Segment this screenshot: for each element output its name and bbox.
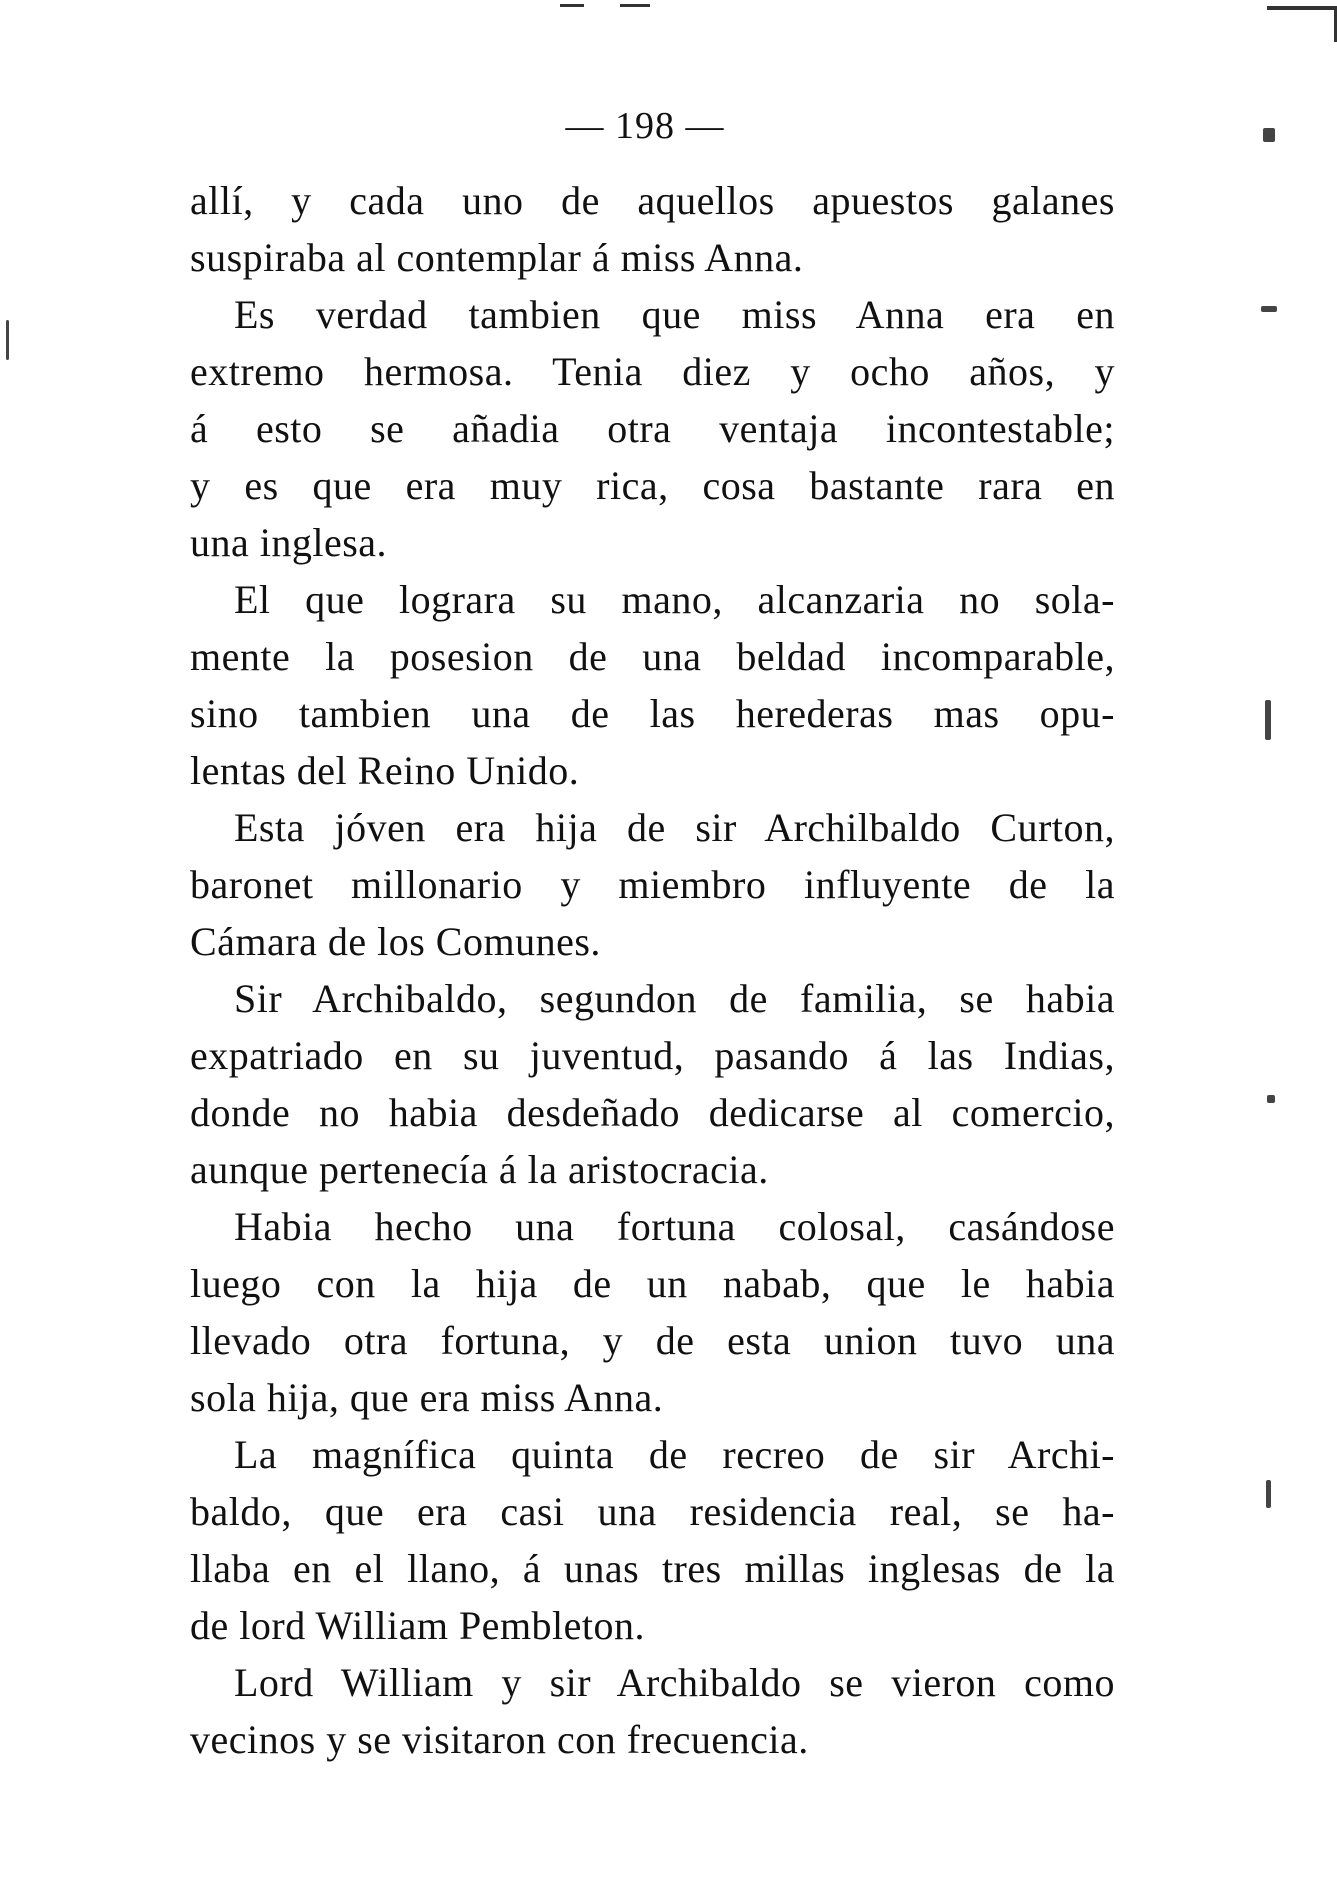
text-line: sino tambien una de las herederas mas opu-: [190, 691, 1115, 736]
text-line: El que lograra su mano, alcanzaria no sola-: [234, 577, 1115, 622]
text-line: Habia hecho una fortuna colosal, casándose: [234, 1204, 1115, 1249]
text-line: á esto se añadia otra ventaja incontestable;: [190, 406, 1115, 451]
scan-mark: [1266, 1480, 1271, 1508]
text-line: extremo hermosa. Tenia diez y ocho años, y: [190, 349, 1115, 394]
text-line: de lord William Pembleton.: [190, 1603, 646, 1648]
text-line: baldo, que era casi una residencia real, se ha-: [190, 1489, 1115, 1534]
text-line: donde no habia desdeñado dedicarse al comercio,: [190, 1090, 1115, 1135]
scan-mark: [1265, 700, 1271, 740]
text-line: y es que era muy rica, cosa bastante rara en: [190, 463, 1115, 508]
text-line: una inglesa.: [190, 520, 388, 565]
body-text: [190, 172, 1115, 1768]
scan-mark: [1267, 1095, 1275, 1103]
text-line: allí, y cada uno de aquellos apuestos galanes: [190, 178, 1115, 223]
text-line: Es verdad tambien que miss Anna era en: [234, 292, 1115, 337]
text-line: mente la posesion de una beldad incomparable,: [190, 634, 1115, 679]
text-line: Lord William y sir Archibaldo se vieron como: [234, 1660, 1115, 1705]
text-line: sola hija, que era miss Anna.: [190, 1375, 664, 1420]
text-line: luego con la hija de un nabab, que le habia: [190, 1261, 1115, 1306]
text-line: Esta jóven era hija de sir Archilbaldo Curton,: [234, 805, 1115, 850]
text-line: La magnífica quinta de recreo de sir Archi-: [234, 1432, 1115, 1477]
scan-mark: [1261, 306, 1277, 312]
text-line: vecinos y se visitaron con frecuencia.: [190, 1717, 809, 1762]
text-line: suspiraba al contemplar á miss Anna.: [190, 235, 804, 280]
text-line: llaba en el llano, á unas tres millas inglesas de la: [190, 1546, 1115, 1591]
text-line: baronet millonario y miembro influyente de la: [190, 862, 1115, 907]
text-line: llevado otra fortuna, y de esta union tuvo una: [190, 1318, 1115, 1363]
page-number: — 198 —: [565, 105, 725, 147]
text-line: Sir Archibaldo, segundon de familia, se habia: [234, 976, 1115, 1021]
text-line: Cámara de los Comunes.: [190, 919, 601, 964]
scan-mark: [620, 4, 650, 7]
scan-mark: [1267, 6, 1337, 10]
text-line: expatriado en su juventud, pasando á las Indias,: [190, 1033, 1115, 1078]
text-line: lentas del Reino Unido.: [190, 748, 580, 793]
scan-mark: [560, 4, 584, 7]
text-line: aunque pertenecía á la aristocracia.: [190, 1147, 769, 1192]
scan-mark: [6, 320, 9, 360]
